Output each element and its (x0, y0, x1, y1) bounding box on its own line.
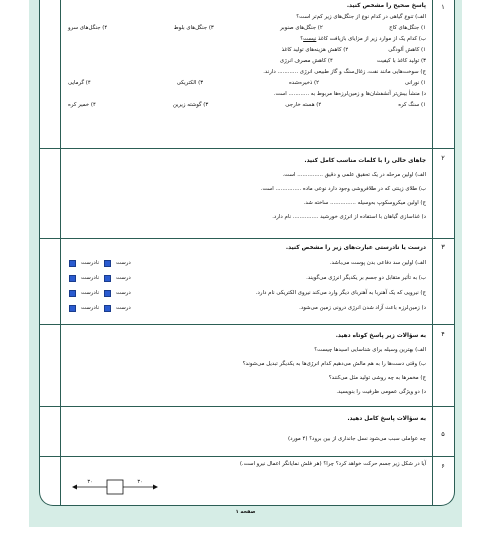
question-5 (40, 406, 454, 457)
question-number: ۵ (441, 430, 445, 438)
statement: ب) به تأثیر متقابل دو جسم بر یکدیگر انرژی می‌گویند. (306, 275, 426, 281)
option: ۴) کاهش مصرف انرژی (279, 58, 333, 64)
question-number: ۶ (441, 462, 445, 470)
option: ۳) جنگل‌های بلوط (173, 25, 214, 31)
question-6-content (68, 459, 426, 470)
true-checkbox[interactable] (104, 260, 111, 267)
true-false-options (68, 271, 131, 286)
question-4-content (68, 329, 426, 399)
question-heading: به سؤالات پاسخ کامل دهید. (347, 416, 426, 422)
item-a: الف) تنوع گیاهی در کدام نوع از جنگل‌های زیر کم‌تر است؟ (296, 14, 426, 20)
left-arrow-head (72, 485, 77, 490)
false-label: نادرست (81, 290, 99, 296)
statement: الف) اولین سد دفاعی بدن پوست می‌باشد. (329, 260, 426, 266)
question-heading: پاسخ صحیح را مشخص کنید. (346, 3, 426, 9)
true-false-item (68, 286, 426, 301)
right-arrow-head (153, 485, 158, 490)
option: ۲) هسته خارجی (285, 102, 322, 108)
statement: ج) نیرویی که یک آهنربا به آهنربای دیگر وارد می‌کند نیروی الکتریکی نام دارد. (255, 290, 426, 296)
false-checkbox[interactable] (69, 290, 76, 297)
true-label: درست (115, 305, 131, 311)
item-a-options (68, 23, 426, 34)
question-number: ۳ (441, 243, 445, 251)
false-checkbox[interactable] (69, 260, 76, 267)
option: ۳) تولید کاغذ با کیفیت (376, 58, 426, 64)
left-force-label: ۳۰ (87, 479, 93, 485)
short-answer-item: الف) بهترین وسیله برای شناسایی اسیدها چیست؟ (314, 347, 426, 353)
true-false-options (68, 256, 131, 271)
option: ۴) جنگل‌های سرو (68, 25, 108, 31)
statement: د) زمین‌لرزه باعث آزاد شدن انرژی درونی زمین می‌شود. (299, 305, 426, 311)
option: ۱) کاهش آلودگی (388, 47, 426, 53)
exam-sheet (39, 0, 455, 506)
right-margin (462, 0, 479, 534)
question-3 (40, 238, 454, 325)
blank-item: د) غذاسازی گیاهان با استفاده از انرژی خورشید ............... نام دارد. (272, 214, 426, 220)
blank-item: الف) اولین مرحله در یک تحقیق علمی و دقیق ............... است. (282, 172, 426, 178)
option: ۴) گرمایی (68, 80, 91, 86)
question-5-content (68, 409, 426, 449)
true-label: درست (115, 260, 131, 266)
exam-page (29, 0, 462, 527)
question-number: ۲ (441, 154, 445, 162)
question-number: ۱ (441, 3, 445, 11)
option: ۲) ذخیره‌شده (288, 80, 320, 86)
question-1 (40, 0, 454, 149)
option: ۲) جنگل‌های صنوبر (280, 25, 323, 31)
blank-item: ب) طلای زینتی که در طلافروشی وجود دارد نوعی ماده ............... است. (260, 186, 426, 192)
question-3-content (68, 241, 426, 316)
option: ۳) گوشته زیرین (172, 102, 209, 108)
option: ۴) خمیر کره (68, 102, 96, 108)
question-4 (40, 324, 454, 407)
blank-item: ج) اولین میکروسکوپ به‌وسیله ............... ساخته شد. (303, 200, 426, 206)
emphasis-underline: نیست (303, 36, 317, 42)
question-2 (40, 148, 454, 239)
question-6 (40, 456, 454, 505)
true-checkbox[interactable] (104, 275, 111, 282)
option: ۳) الکتریکی (176, 80, 204, 86)
question-1-content (68, 1, 426, 111)
right-force-label: ۳۰ (137, 479, 143, 485)
false-label: نادرست (81, 260, 99, 266)
option: ۲) کاهش هزینه‌های تولید کاغذ (281, 47, 349, 53)
true-false-item (68, 301, 426, 316)
question-heading: به سؤالات زیر پاسخ کوتاه دهید. (335, 333, 426, 339)
true-false-item (68, 271, 426, 286)
false-label: نادرست (81, 275, 99, 281)
item-d: د) منشأ بیش‌تر آتشفشان‌ها و زمین‌لرزه‌ها مربوط به ............ است. (273, 91, 426, 97)
true-label: درست (115, 290, 131, 296)
question-heading: درست یا نادرستی عبارت‌های زیر را مشخص کنید. (285, 245, 426, 251)
option: ۱) نورانی (404, 80, 426, 86)
true-false-item (68, 256, 426, 271)
item-c-options (68, 78, 426, 89)
option: ۱) جنگل‌های کاج (389, 25, 426, 31)
true-label: درست (115, 275, 131, 281)
left-margin (0, 0, 28, 534)
question-text: آیا در شکل زیر جسم حرکت خواهد کرد؟ چرا؟ (هر فلش نمایانگر اعمال نیرو است.) (239, 461, 426, 467)
true-false-options (68, 301, 131, 316)
item-b-options-2 (68, 56, 426, 67)
false-label: نادرست (81, 305, 99, 311)
full-answer-item: چه عواملی سبب می‌شود نسل جانداری از بین برود؟ (۴ مورد) (287, 436, 426, 442)
option: ۱) سنگ کره (398, 102, 426, 108)
page-label: صفحه ۱ (235, 509, 256, 515)
item-c: ج) سوخت‌هایی مانند نفت، زغال‌سنگ و گاز طبیعی انرژی ............ دارند. (263, 69, 426, 75)
item-b-options-1 (68, 45, 426, 56)
item-d-options (68, 100, 426, 111)
body-block (107, 480, 123, 494)
short-answer-item: ب) وقتی دست‌ها را به هم مالش می‌دهیم کدام انرژی‌ها به یکدیگر تبدیل می‌شوند؟ (242, 361, 426, 367)
short-answer-item: د) دو ویژگی عمومی ظرفیت را بنویسید. (336, 389, 426, 395)
true-checkbox[interactable] (104, 290, 111, 297)
question-heading: جاهای خالی را با کلمات مناسب کامل کنید. (304, 158, 426, 164)
question-2-content (68, 154, 426, 224)
item-b: ب) کدام یک از موارد زیر از مزایای بازیافت کاغذ نیست؟ (300, 36, 426, 42)
false-checkbox[interactable] (69, 305, 76, 312)
false-checkbox[interactable] (69, 275, 76, 282)
short-answer-item: ج) مخمرها به چه روشی تولید مثل می‌کنند؟ (328, 375, 426, 381)
true-checkbox[interactable] (104, 305, 111, 312)
true-false-options (68, 286, 131, 301)
question-number: ۴ (441, 330, 445, 338)
force-diagram (70, 474, 162, 498)
